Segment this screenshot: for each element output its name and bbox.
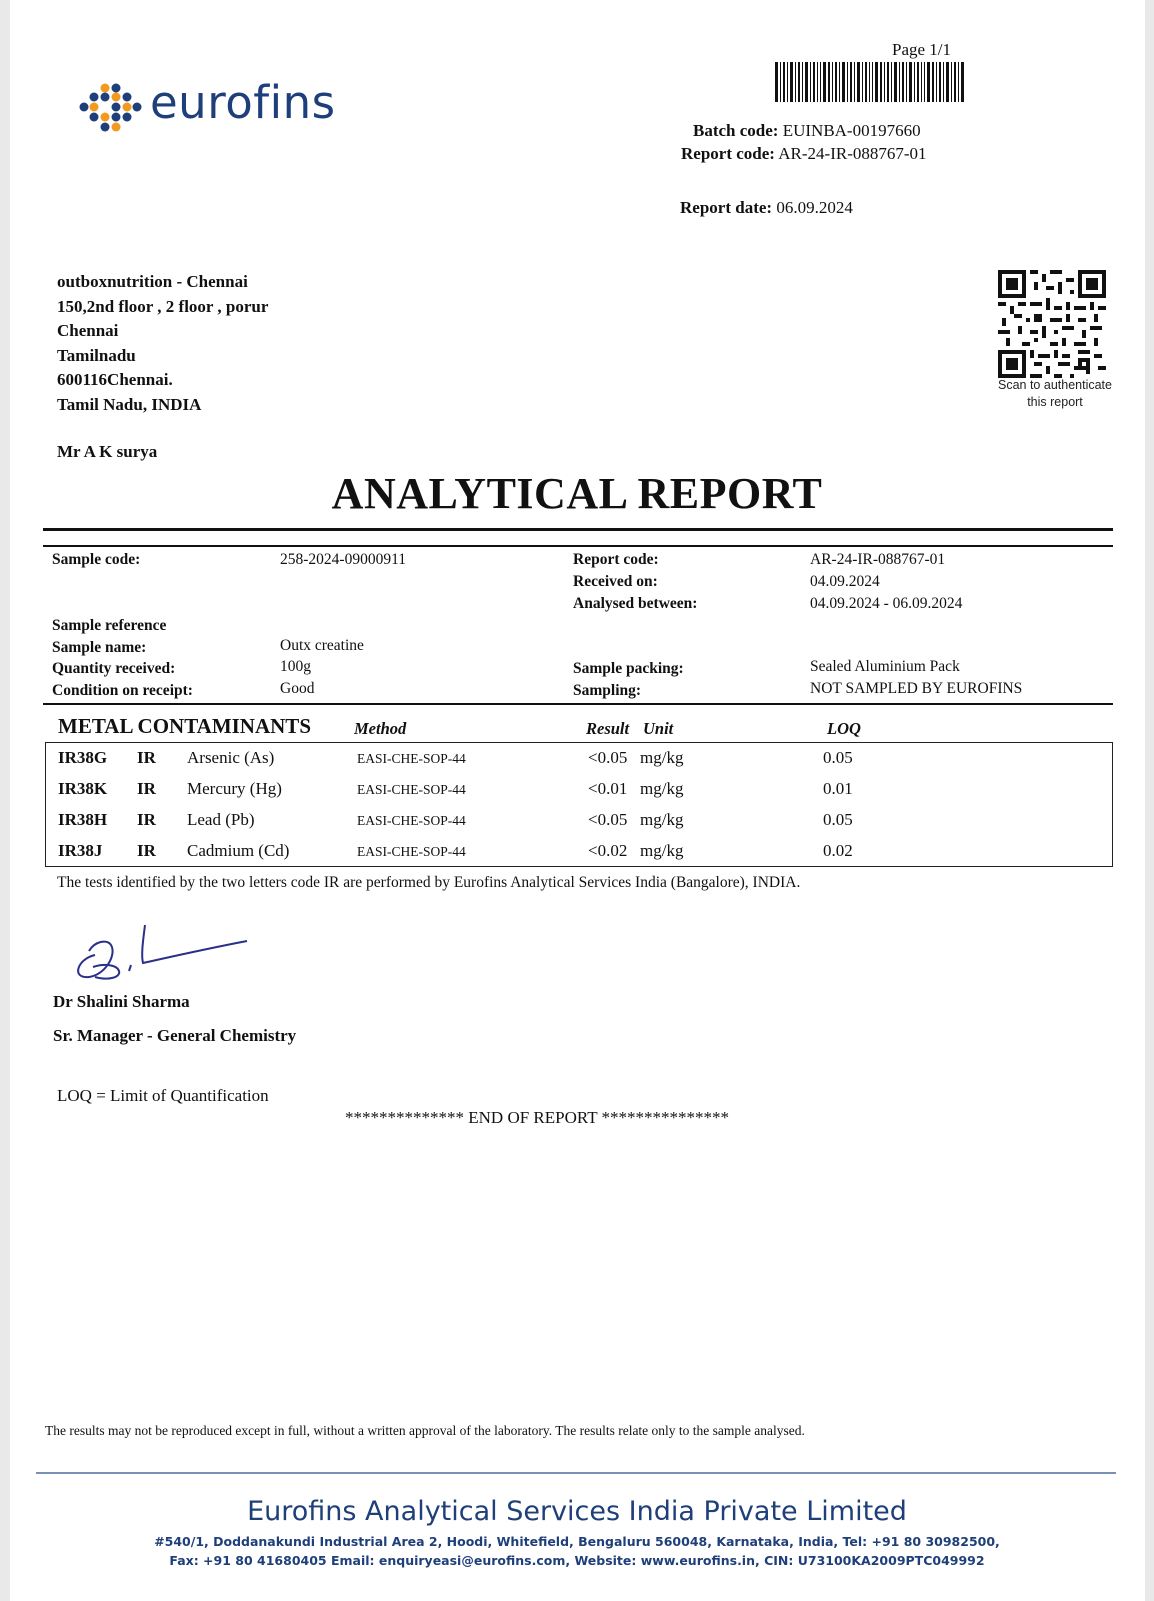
disclaimer: The results may not be reproduced except in full, without a written approval of the laboratory. The results relate only to the sample analysed. (45, 1423, 805, 1438)
analyte: Cadmium (Cd) (187, 841, 290, 860)
test-code: IR38H (58, 810, 108, 829)
loq-value: 0.05 (823, 810, 853, 829)
address-line: 600116Chennai. (57, 370, 173, 389)
logo-wordmark: eurofins (150, 76, 336, 129)
report-code-row (681, 144, 927, 164)
method: EASI-CHE-SOP-44 (357, 813, 466, 828)
signatory-name: Dr Shalini Sharma (53, 992, 190, 1011)
table-row (46, 748, 1112, 779)
method: EASI-CHE-SOP-44 (357, 751, 466, 766)
footer-address-line: #540/1, Doddanakundi Industrial Area 2, Hoodi, Whitefield, Bengaluru 560048, Karnataka, India, Tel: +91 80 30982500, (154, 1534, 1000, 1549)
col-unit-header: Unit (643, 719, 674, 738)
col-loq-header: LOQ (827, 719, 861, 738)
info-report-code-value: AR-24-IR-088767-01 (810, 551, 946, 568)
method: EASI-CHE-SOP-44 (357, 844, 466, 859)
analyte: Lead (Pb) (187, 810, 255, 829)
report-code-label: Report code: (681, 144, 775, 163)
sample-code-label: Sample code: (52, 551, 141, 568)
received-on-label: Received on: (573, 573, 658, 590)
analysed-between-label: Analysed between: (573, 595, 698, 612)
info-report-code-label: Report code: (573, 551, 659, 568)
test-code: IR38J (58, 841, 103, 860)
report-date-row (680, 198, 853, 218)
sample-name-label: Sample name: (52, 639, 147, 656)
sample-reference-label: Sample reference (52, 617, 167, 634)
customer-address (57, 270, 268, 417)
sample-code-value: 258-2024-09000911 (280, 551, 406, 568)
report-page (10, 0, 1145, 1601)
loq-definition: LOQ = Limit of Quantification (57, 1086, 269, 1105)
col-result-header: Result (586, 719, 630, 738)
result-unit: mg/kg (640, 810, 684, 829)
qr-caption-line: this report (1027, 395, 1083, 409)
end-of-report: ************** END OF REPORT *************** (345, 1108, 730, 1127)
address-line: Tamil Nadu, INDIA (57, 394, 202, 414)
batch-code-value: EUINBA-00197660 (782, 121, 921, 140)
condition-value: Good (280, 680, 315, 697)
info-bottom-divider (43, 703, 1113, 705)
lab-code: IR (137, 748, 156, 767)
received-on-value: 04.09.2024 (810, 573, 880, 590)
lab-code: IR (137, 810, 156, 829)
method: EASI-CHE-SOP-44 (357, 782, 466, 797)
address-line: Tamilnadu (57, 345, 136, 365)
lab-note: The tests identified by the two letters code IR are performed by Eurofins Analytical Services India (Bangalore), INDIA. (57, 874, 801, 891)
result-unit: mg/kg (640, 748, 684, 767)
result-value: <0.02 (588, 841, 628, 860)
results-table (45, 742, 1113, 867)
sampling-label: Sampling: (573, 682, 642, 699)
table-row (46, 841, 1112, 872)
address-line: 150,2nd floor , 2 floor , porur (57, 296, 269, 316)
loq-value: 0.02 (823, 841, 853, 860)
lab-code: IR (137, 779, 156, 798)
analysed-between-value: 04.09.2024 - 06.09.2024 (810, 595, 963, 612)
quantity-value: 100g (280, 658, 311, 675)
quantity-label: Quantity received: (52, 660, 176, 677)
contact-person: Mr A K surya (57, 442, 158, 461)
report-code-value: AR-24-IR-088767-01 (778, 144, 927, 163)
test-code: IR38K (58, 779, 108, 798)
result-unit: mg/kg (640, 779, 684, 798)
result-value: <0.05 (588, 810, 628, 829)
loq-value: 0.01 (823, 779, 853, 798)
report-date-label: Report date: (680, 198, 773, 217)
batch-code-label: Batch code: (693, 121, 779, 140)
analyte: Arsenic (As) (187, 748, 275, 767)
title-divider (43, 528, 1113, 531)
sampling-value: NOT SAMPLED BY EUROFINS (810, 680, 1023, 697)
condition-label: Condition on receipt: (52, 682, 193, 699)
sample-name-value: Outx creatine (280, 637, 364, 654)
signatory-title: Sr. Manager - General Chemistry (53, 1026, 297, 1045)
report-date-value: 06.09.2024 (776, 198, 853, 217)
result-value: <0.05 (588, 748, 628, 767)
packing-value: Sealed Aluminium Pack (810, 658, 960, 675)
signature-icon (65, 915, 255, 985)
batch-code-row (693, 121, 921, 141)
address-line: outboxnutrition - Chennai (57, 272, 248, 291)
report-title: ANALYTICAL REPORT (331, 469, 823, 518)
qr-caption-line: Scan to authenticate (998, 378, 1112, 392)
page-number: Page 1/1 (892, 40, 952, 59)
result-value: <0.01 (588, 779, 628, 798)
table-row (46, 779, 1112, 810)
qr-caption (980, 377, 1130, 411)
test-code: IR38G (58, 748, 108, 767)
col-method-header: Method (354, 719, 407, 738)
table-row (46, 810, 1112, 841)
footer-contact-line: Fax: +91 80 41680405 Email: enquiryeasi@eurofins.com, Website: www.eurofins.in, CIN: U73100KA2009PTC049992 (169, 1553, 985, 1568)
company-name: Eurofins Analytical Services India Private Limited (247, 1496, 907, 1527)
footer-divider (36, 1472, 1116, 1474)
loq-value: 0.05 (823, 748, 853, 767)
barcode-icon (775, 62, 965, 102)
eurofins-logo (78, 76, 368, 140)
analyte: Mercury (Hg) (187, 779, 282, 798)
eurofins-dots-icon (78, 80, 144, 136)
qr-code-icon[interactable] (998, 270, 1106, 378)
lab-code: IR (137, 841, 156, 860)
address-line: Chennai (57, 321, 119, 340)
info-top-divider (43, 545, 1113, 547)
result-unit: mg/kg (640, 841, 684, 860)
packing-label: Sample packing: (573, 660, 684, 677)
section-title: METAL CONTAMINANTS (58, 714, 311, 738)
